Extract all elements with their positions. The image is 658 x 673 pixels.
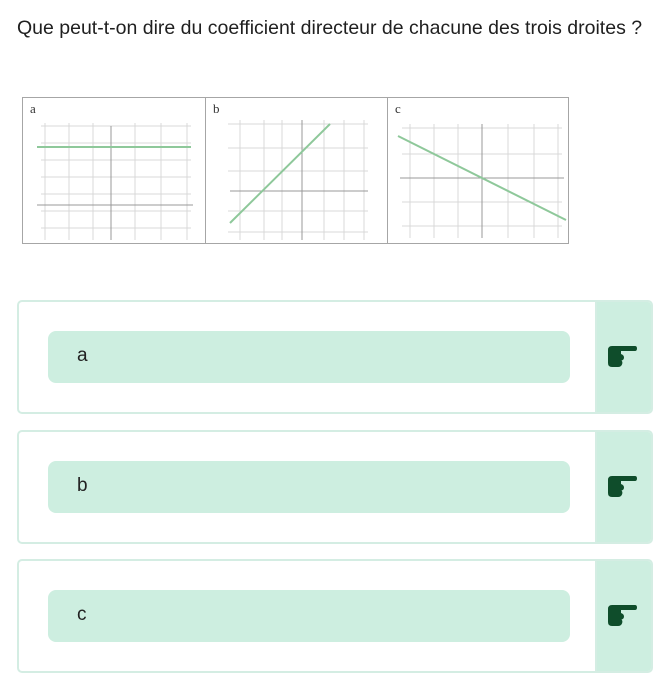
graph-label-a: a: [30, 101, 36, 116]
question-text: Que peut-t-on dire du coefficient directeur de chacune des trois droites ?: [17, 17, 643, 39]
answer-option-b[interactable]: [17, 430, 653, 544]
graph-a-svg: [23, 98, 205, 245]
answer-label-c: c: [77, 604, 87, 625]
answer-option-c[interactable]: [17, 559, 653, 673]
answer-select-a[interactable]: [595, 302, 651, 412]
answer-pill-a[interactable]: [48, 331, 570, 383]
increasing-line: [230, 124, 330, 223]
answer-label-a: a: [77, 345, 88, 366]
graph-label-c: c: [395, 101, 401, 116]
answer-pill-b[interactable]: [48, 461, 570, 513]
graphs-figure: [22, 97, 569, 244]
answer-pill-c[interactable]: [48, 590, 570, 642]
graph-label-b: b: [213, 101, 220, 116]
pointing-hand-icon: [603, 472, 637, 502]
graph-panel-b: [205, 98, 387, 243]
answer-option-a[interactable]: [17, 300, 653, 414]
pointing-hand-icon: [603, 601, 637, 631]
graph-panel-c: [387, 98, 568, 243]
pointing-hand-icon: [603, 342, 637, 372]
graph-b-svg: [206, 98, 388, 245]
answer-select-c[interactable]: [595, 561, 651, 671]
graph-panel-a: [23, 98, 205, 243]
answer-select-b[interactable]: [595, 432, 651, 542]
graph-c-svg: [388, 98, 569, 245]
answer-label-b: b: [77, 475, 88, 496]
